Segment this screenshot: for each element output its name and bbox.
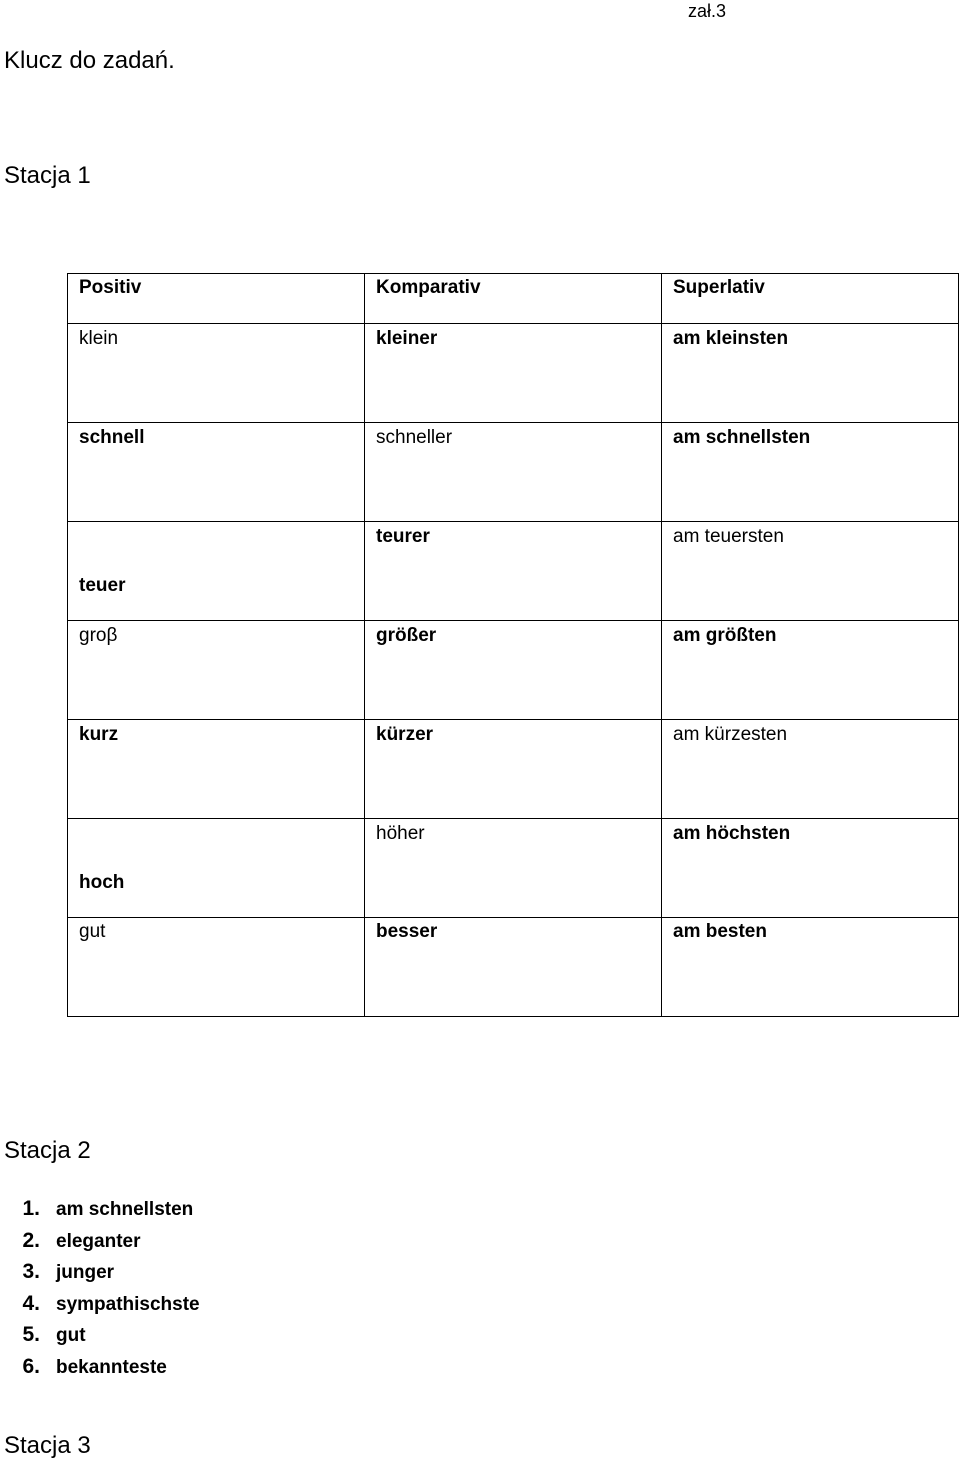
list-item: [0, 1319, 200, 1351]
table-row: [68, 819, 959, 918]
table-cell: am besten: [662, 918, 959, 1017]
table-row: [68, 423, 959, 522]
list-item-text: gut: [56, 1325, 86, 1346]
table-cell: kürzer: [365, 720, 662, 819]
table-cell: am kleinsten: [662, 324, 959, 423]
list-item-text: bekannteste: [56, 1356, 167, 1378]
table-cell: am größten: [662, 621, 959, 720]
list-item: [0, 1256, 200, 1288]
table-cell: [68, 522, 365, 621]
table-cell: größer: [365, 621, 662, 720]
list-item: [0, 1225, 200, 1257]
list-item: [0, 1351, 200, 1383]
table-cell: [68, 819, 365, 918]
list-item-number: 5.: [22, 1323, 40, 1346]
comparison-table: [67, 273, 959, 1017]
station-1-heading: Stacja 1: [4, 162, 91, 189]
table-cell: am schnellsten: [662, 423, 959, 522]
table-cell: groβ: [68, 621, 365, 720]
station-3-heading: Stacja 3: [4, 1432, 91, 1459]
list-item-number: 2.: [22, 1228, 40, 1252]
table-cell: kleiner: [365, 324, 662, 423]
column-header-superlativ: Superlativ: [662, 274, 959, 324]
table-row: [68, 621, 959, 720]
list-item-number: 6.: [22, 1354, 40, 1378]
table-cell: höher: [365, 819, 662, 918]
table-cell: am teuersten: [662, 522, 959, 621]
table-row: [68, 720, 959, 819]
page-title: Klucz do zadań.: [4, 47, 175, 74]
list-item-number: 1.: [22, 1197, 40, 1220]
list-item-text: sympathischste: [56, 1293, 200, 1315]
table-header-row: [68, 274, 959, 324]
table-cell: am höchsten: [662, 819, 959, 918]
table-row: [68, 522, 959, 621]
list-item-number: 3.: [22, 1260, 40, 1283]
annex-label: zał.3: [688, 1, 727, 21]
station-2-heading: Stacja 2: [4, 1137, 91, 1164]
table-row: [68, 324, 959, 423]
table-cell: kurz: [68, 720, 365, 819]
table-cell: schnell: [68, 423, 365, 522]
answer-list: [0, 1193, 200, 1382]
table-cell: klein: [68, 324, 365, 423]
list-item-text: junger: [56, 1262, 115, 1283]
table-cell: gut: [68, 918, 365, 1017]
table-cell-text: hoch: [79, 872, 125, 893]
list-item-text: am schnellsten: [56, 1199, 194, 1220]
column-header-positiv: Positiv: [68, 274, 365, 324]
list-item-number: 4.: [22, 1291, 40, 1315]
table-row: [68, 918, 959, 1017]
table-cell: teurer: [365, 522, 662, 621]
list-item: [0, 1288, 200, 1320]
column-header-komparativ: Komparativ: [365, 274, 662, 324]
table-cell-text: teuer: [79, 575, 126, 596]
table-cell: schneller: [365, 423, 662, 522]
table-cell: am kürzesten: [662, 720, 959, 819]
list-item: [0, 1193, 200, 1225]
list-item-text: eleganter: [56, 1230, 141, 1252]
table-cell: besser: [365, 918, 662, 1017]
